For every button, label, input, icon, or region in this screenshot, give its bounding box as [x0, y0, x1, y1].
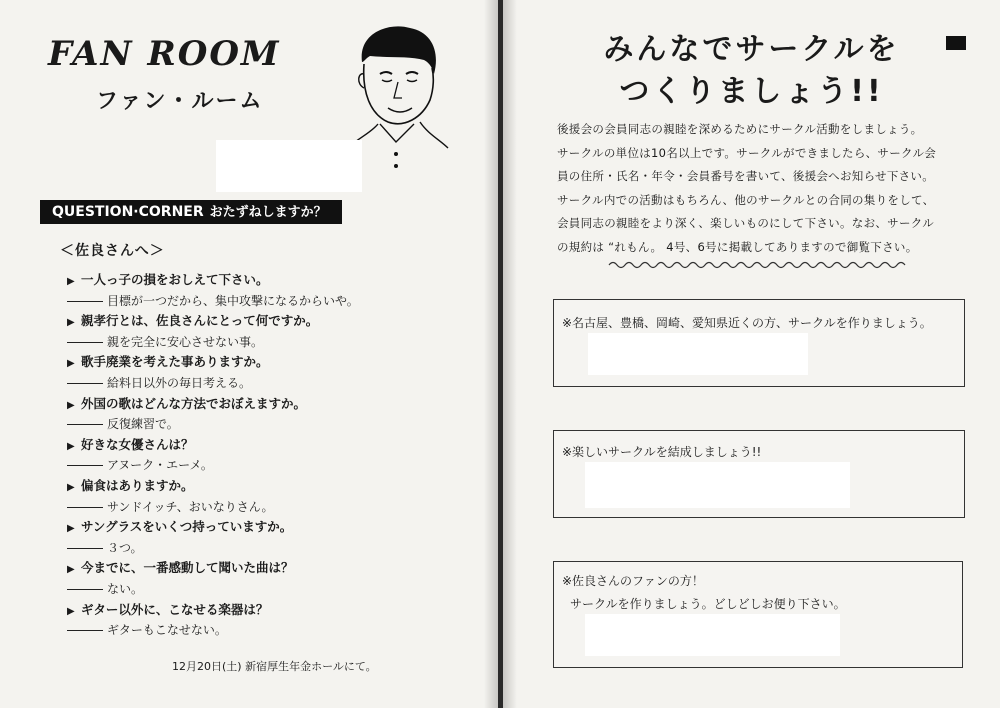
question-corner-jp: おたずねしますか？	[209, 205, 327, 220]
qa-list	[67, 270, 367, 641]
question-8: ▶ 今までに、一番感動して聞いた曲は？	[67, 560, 294, 576]
box-text: サークルを作りましょう。どしどしお便り下さい。	[570, 597, 846, 611]
box-text: ※楽しいサークルを結成しましょう!!	[562, 445, 762, 459]
body-line: の規約は “れもん。 4号、6号に掲載してありますので御覧下さい。	[557, 239, 918, 254]
body-line: サークルの単位は10名以上です。サークルができましたら、サークル会	[557, 145, 937, 160]
redacted-area	[216, 140, 362, 192]
answer-3: 給料日以外の毎日考える。	[67, 373, 367, 394]
section-heading: ＜佐良さんへ＞	[60, 243, 165, 259]
redacted-area	[588, 333, 808, 375]
question-2: ▶ 親孝行とは、佐良さんにとって何ですか。	[67, 313, 319, 329]
ornamental-divider	[607, 259, 917, 271]
gutter-shadow	[484, 0, 498, 708]
body-line: 後援会の会員同志の親睦を深めるためにサークル活動をしましょう。	[557, 122, 923, 136]
body-line: 員の住所・氏名・年令・会員番号を書いて、後援会へお知らせ下さい。	[557, 169, 935, 183]
question-1: ▶ 一人っ子の損をおしえて下さい。	[67, 272, 269, 287]
question-corner-banner	[40, 200, 342, 224]
answer-2: 親を完全に安心させない事。	[67, 332, 367, 353]
right-title-line2: つくりましょう!!	[619, 74, 884, 109]
answer-1: 目標が一つだから、集中攻撃になるからいや。	[67, 291, 367, 312]
question-3: ▶ 歌手廃業を考えた事ありますか。	[67, 354, 269, 370]
body-line: 会員同志の親睦をより深く、楽しいものにして下さい。なお、サークル	[557, 216, 935, 230]
question-corner-en: QUESTION·CORNER	[52, 204, 204, 220]
question-5: ▶ 好きな女優さんは？	[67, 436, 194, 452]
question-7: ▶ サングラスをいくつ持っていますか。	[67, 519, 293, 535]
answer-7: ３つ。	[67, 538, 367, 559]
answer-6: サンドイッチ、おいなりさん。	[67, 497, 367, 518]
footer-note: 12月20日(土) 新宿厚生年金ホールにて。	[172, 660, 377, 673]
answer-8: ない。	[67, 579, 367, 600]
answer-9: ギターもこなせない。	[67, 620, 367, 641]
box-text: ※佐良さんのファンの方！	[562, 574, 704, 588]
question-9: ▶ ギター以外に、こなせる楽器は？	[67, 601, 269, 617]
answer-5: アヌーク・エーメ。	[67, 455, 367, 476]
body-line: サークル内での活動はもちろん、他のサークルとの合同の集りをして、	[557, 192, 935, 207]
redacted-area	[585, 462, 850, 508]
question-4: ▶ 外国の歌はどんな方法でおぼえますか。	[67, 395, 307, 411]
right-title-line1: みんなでサークルを	[603, 32, 900, 67]
answer-4: 反復練習で。	[67, 414, 367, 435]
circle-description	[557, 118, 967, 259]
page-title: FAN ROOM	[48, 34, 281, 74]
question-6: ▶ 偏食はありますか。	[67, 477, 194, 493]
redacted-area	[585, 614, 840, 656]
page-subtitle: ファン・ルーム	[96, 89, 264, 114]
box-text: ※名古屋、豊橋、岡崎、愛知県近くの方、サークルを作りましょう。	[562, 316, 932, 330]
